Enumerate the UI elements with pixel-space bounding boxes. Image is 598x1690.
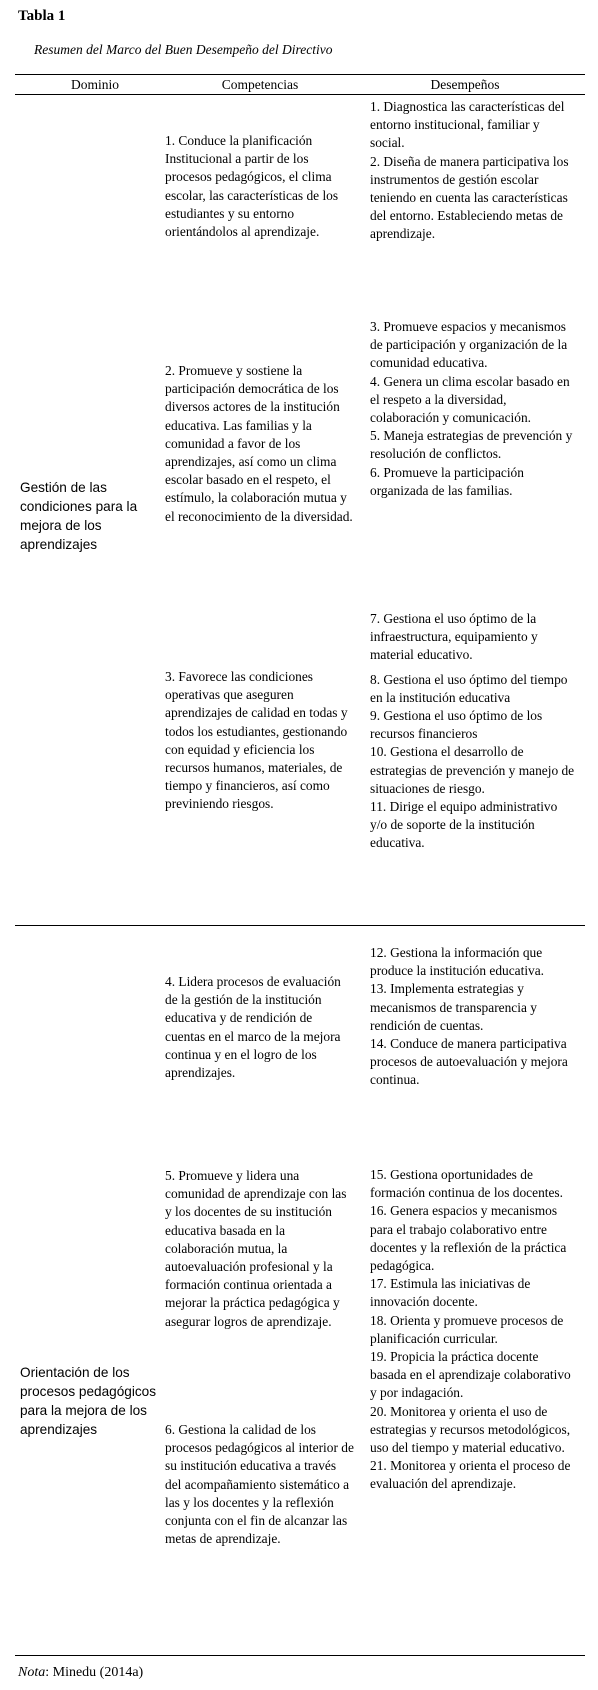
desempeno-item: 9. Gestiona el uso óptimo de los recursos financieros <box>370 708 543 742</box>
header-competencias: Competencias <box>221 77 299 92</box>
competencia-cell: 1. Conduce la planificación Institucional a partir de los procesos pedagógicos, el clima escolar, las características de los estudiantes y su entorno orientándolos al aprendizaje. <box>165 133 339 240</box>
desempeno-item: 5. Maneja estrategias de prevención y resolución de conflictos. <box>370 428 573 462</box>
table-subtitle: Resumen del Marco del Buen Desempeño del Directivo <box>34 42 333 57</box>
desempeno-item: 2. Diseña de manera participativa los instrumentos de gestión escolar teniendo en cuenta las características del entorno. Estableciendo metas de aprendizaje. <box>370 153 569 242</box>
desempeno-item: 13. Implementa estrategias y mecanismos de transparencia y rendición de cuentas. <box>370 981 537 1033</box>
desempeno-item: 21. Monitorea y orienta el proceso de evaluación del aprendizaje. <box>370 1458 571 1492</box>
competencia-cell: 5. Promueve y lidera una comunidad de aprendizaje con las y los docentes de su institución educativa basada en la colaboración mutua, la autoevaluación profesional y la formación continua orientada a mejorar la práctica pedagógica y asegurar logros de aprendizaje. <box>165 1168 347 1329</box>
competencia-cell: 4. Lidera procesos de evaluación de la gestión de la institución educativa y de rendición de cuentas en el marco de la mejora continua y en el logro de los aprendizajes. <box>165 974 341 1081</box>
competencia-cell: 2. Promueve y sostiene la participación democrática de los diversos actores de la institución educativa. Las familias y la comunidad a favor de los aprendizajes, así como un clima escolar basado en el respeto, el estímulo, la colaboración mutua y el reconocimiento de la diversidad. <box>165 363 353 524</box>
domain-divider <box>15 925 585 926</box>
desempeno-item: 18. Orienta y promueve procesos de planificación curricular. <box>370 1312 564 1346</box>
competencia-cell: 6. Gestiona la calidad de los procesos pedagógicos al interior de su institución educativa a través del acompañamiento sistemático a las y los docentes y la reflexión conjunta con el fin de alcanzar las metas de aprendizaje. <box>165 1422 354 1547</box>
desempeno-item: 7. Gestiona el uso óptimo de la infraestructura, equipamiento y material educativo. <box>370 611 538 663</box>
desempeno-item: 16. Genera espacios y mecanismos para el trabajo colaborativo entre docentes y la reflexión de la práctica pedagógica. <box>370 1203 567 1274</box>
desempeno-item: 10. Gestiona el desarrollo de estrategias de prevención y manejo de situaciones de riesgo. <box>370 744 575 796</box>
header-desempenos: Desempeños <box>430 77 500 92</box>
desempeno-item: 17. Estimula las iniciativas de innovación docente. <box>370 1276 531 1310</box>
desempeno-item: 19. Propicia la práctica docente basada en el aprendizaje colaborativo y por indagación. <box>370 1349 571 1401</box>
desempeno-item: 3. Promueve espacios y mecanismos de participación y organización de la comunidad educativa. <box>370 319 568 371</box>
desempeno-item: 1. Diagnostica las características del entorno institucional, familiar y social. <box>370 99 565 151</box>
table-bottom-rule <box>15 1655 585 1656</box>
domain-cell: Gestión de las condiciones para la mejora de los aprendizajes <box>20 480 138 552</box>
note-text: : Minedu (2014a) <box>45 1665 144 1680</box>
desempeno-item: 14. Conduce de manera participativa procesos de autoevaluación y mejora continua. <box>370 1036 568 1088</box>
table-title: Tabla 1 <box>18 8 66 24</box>
note-label: Nota <box>18 1665 46 1680</box>
desempeno-item: 20. Monitorea y orienta el uso de estrategias y recursos metodológicos, uso del tiempo y material educativo. <box>370 1403 571 1456</box>
competencia-cell: 3. Favorece las condiciones operativas que aseguren aprendizajes de calidad en todas y todos los estudiantes, gestionando con equidad y eficiencia los recursos humanos, materiales, de tiempo y financieros, así como previniendo riesgos. <box>165 669 348 812</box>
desempeno-item: 12. Gestiona la información que produce la institución educativa. <box>370 945 545 979</box>
desempeno-group <box>370 1166 575 1494</box>
desempeno-item: 4. Genera un clima escolar basado en el respeto a la diversidad, colaboración y comunicación. <box>370 373 570 426</box>
desempeno-group <box>370 610 575 853</box>
table-note <box>18 1665 143 1681</box>
header-rule <box>15 94 585 95</box>
desempeno-group <box>370 98 575 244</box>
desempeno-item: 6. Promueve la participación organizada de las familias. <box>370 464 524 498</box>
domain-cell: Orientación de los procesos pedagógicos para la mejora de los aprendizajes <box>20 1365 157 1437</box>
desempeno-group <box>370 318 575 500</box>
desempeno-group <box>370 944 575 1090</box>
table-top-rule <box>15 74 585 75</box>
desempeno-item: 11. Dirige el equipo administrativo y/o de soporte de la institución educativa. <box>370 799 558 851</box>
desempeno-item: 15. Gestiona oportunidades de formación continua de los docentes. <box>370 1167 563 1201</box>
desempeno-item: 8. Gestiona el uso óptimo del tiempo en la institución educativa <box>370 671 568 705</box>
header-dominio: Dominio <box>70 77 119 92</box>
